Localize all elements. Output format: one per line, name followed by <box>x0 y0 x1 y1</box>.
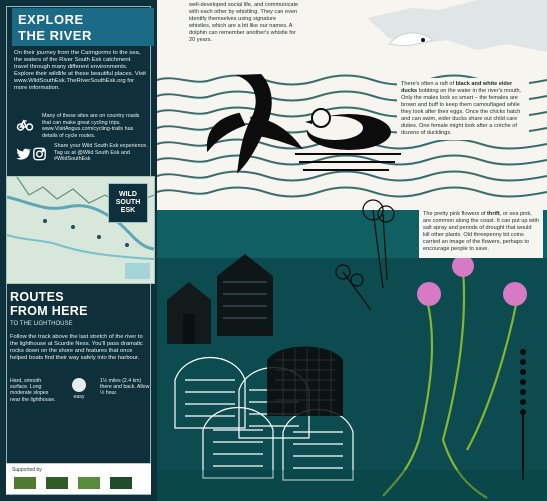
distance-text: 1½ miles (2.4 km) there and back. Allow ½ hour. <box>100 378 150 397</box>
eider-text-bold: black and white eider ducks <box>401 81 513 94</box>
eider-text-lead: There's often a raft of <box>401 81 456 87</box>
routes-title-line-1: ROUTES <box>10 290 64 304</box>
instagram-icon <box>31 145 48 163</box>
routes-section <box>10 290 150 362</box>
dolphin-text: well-developed social life, and communicate with each other by whistling. They can even identify themselves using signature whistles, which are a bit like our names. A dolphin can remember another's whistle for 20 years. <box>185 0 303 66</box>
intro-text: On their journey from the Cairngorms to the sea, the waters of the River South Esk catchment travel through many different environments. Explore their wildlife at these beautiful places. Visit www.WildSouthEsk.TheRiverSouthEsk.org for more information. <box>14 50 146 92</box>
share-info <box>14 143 148 165</box>
twitter-icon <box>14 145 31 163</box>
supporter-logo-2 <box>46 477 68 489</box>
wild-south-esk-badge: WILD SOUTH ESK <box>108 183 148 223</box>
surface-text: Hard, smooth surface. Long moderate slopes near the lighthouse. <box>10 378 56 403</box>
dried-flowerheads <box>336 200 394 310</box>
cycling-text: Many of these sites are on country roads that can make great cycling trips. www.VisitAngus.com/cycling-trails has details of cycle routes. <box>42 113 140 139</box>
supporter-logo-4 <box>110 477 132 489</box>
dark-net-pot <box>267 347 343 417</box>
difficulty-easy-icon <box>72 378 86 392</box>
ground-texture <box>157 470 547 501</box>
route-meta <box>10 378 150 403</box>
difficulty-label: easy <box>73 394 85 400</box>
supported-by-strip <box>6 463 151 494</box>
explore-title <box>12 8 154 46</box>
difficulty <box>65 378 93 400</box>
supporter-logo-1 <box>14 477 36 489</box>
illustration-panel <box>157 0 547 501</box>
eider-text-rest: bobbing on the water in the river's mouth. Only the males look so smart – the females are brown and buff to keep them camouflaged while they look after their eggs. Once the chicks hatch and can swim, eider ducks share out child care duties. One female might look after a crèche of dozens of ducklings. <box>401 88 522 136</box>
hut-illustration-2 <box>217 254 273 336</box>
thrift-text-lead: The pretty pink flowers of <box>423 211 488 217</box>
supported-by-label: Supported by <box>12 467 42 473</box>
seed-spike <box>520 349 526 480</box>
social-icons <box>14 143 48 165</box>
routes-body: Follow the track above the last stretch of the river to the lighthouse at Scurdie Ness. You'll pass dramatic rocks down on the shore and features that once helped boats find their way safely into the harbour. <box>10 334 143 361</box>
left-info-panel <box>0 0 157 501</box>
routes-title-line-2: FROM HERE <box>10 304 88 318</box>
title-line-1: EXPLORE <box>18 12 84 27</box>
bicycle-icon <box>14 113 36 135</box>
cycling-info <box>14 113 148 139</box>
thrift-flowers <box>383 270 517 498</box>
thrift-text <box>419 208 543 258</box>
eider-duck-text <box>397 78 529 140</box>
supporter-logo-3 <box>78 477 100 489</box>
share-text: Share your Wild South Esk experience. Tag us at @Wild South Esk and #WildSouthEsk <box>54 143 148 163</box>
hut-illustration-1 <box>167 282 211 344</box>
thrift-text-rest: , or sea pink, are common along the coast. It can put up with salt spray and periods of drought that would kill other plants. Old threepenny bit coins carried an image of the flowers, perhaps to encourage people to save. <box>423 211 539 252</box>
river-map <box>6 176 155 284</box>
routes-subtitle: TO THE LIGHTHOUSE <box>10 321 73 327</box>
thrift-blossoms <box>417 255 527 306</box>
title-line-2: THE RIVER <box>18 28 92 43</box>
eider-duck-illustration <box>295 109 401 170</box>
thrift-text-bold: thrift <box>487 211 500 217</box>
